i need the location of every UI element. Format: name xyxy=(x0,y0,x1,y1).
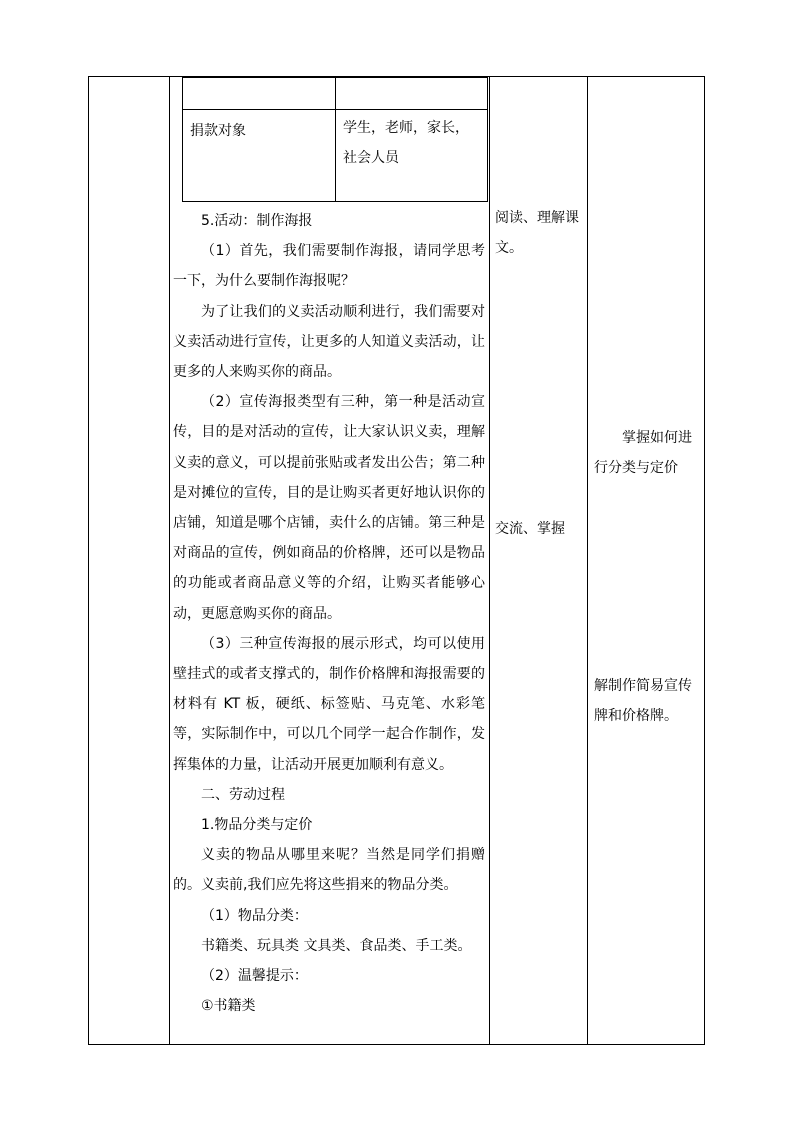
paragraph: （1）首先，我们需要制作海报，请同学思考一下，为什么要制作海报呢？ xyxy=(173,243,485,290)
paragraph: 义卖的物品从哪里来呢？当然是同学们捐赠的。义卖前,我们应先将这些捐来的物品分类。 xyxy=(173,847,485,894)
design-intent-line: 行分类与定价 xyxy=(594,460,678,476)
lesson-content xyxy=(173,206,485,1021)
paragraph: 为了让我们的义卖活动顺利进行，我们需要对义卖活动进行宣传，让更多的人知道义卖活动，让更多的人来购买你的商品。 xyxy=(173,303,485,381)
subsection-heading: 1.物品分类与定价 xyxy=(201,817,313,834)
design-intent-line: 掌握如何进 xyxy=(622,430,692,446)
section-heading: 二、劳动过程 xyxy=(201,786,285,803)
list-item: 书籍类、玩具类 文具类、食品类、手工类。 xyxy=(201,937,472,954)
donation-table xyxy=(182,76,488,202)
donation-target-value: 学生，老师，家长，社会人员 xyxy=(343,120,469,166)
paragraph: （2）宣传海报类型有三种，第一种是活动宣传，目的是对活动的宣传，让大家认识义卖，理解义卖的意义，可以提前张贴或者发出公告；第二种是对摊位的宣传，目的是让购买者更好地认识你的店铺，知道是哪个店铺，卖什么的店铺。第三种是对商品的宣传，例如商品的价格牌，还可以是物品的功能或者商品意义等的介绍，让购买者能够心动，更愿意购买你的商品。 xyxy=(173,394,485,622)
column-divider xyxy=(169,77,170,1044)
activity-heading: 5.活动：制作海报 xyxy=(201,213,313,229)
column-divider xyxy=(587,77,588,1044)
column-divider xyxy=(489,77,490,1044)
student-activity-text: 阅读、理解课文。 xyxy=(495,210,579,256)
list-item: ①书籍类 xyxy=(201,998,256,1015)
design-intent-text: 解制作简易宣传牌和价格牌。 xyxy=(594,678,692,724)
donation-target-label: 捐款对象 xyxy=(190,123,246,139)
list-heading: （2）温馨提示： xyxy=(201,968,308,985)
student-activity-text: 交流、掌握 xyxy=(495,521,565,537)
list-heading: （1）物品分类： xyxy=(201,907,308,924)
column-divider xyxy=(335,78,336,201)
design-intent-text xyxy=(594,423,702,483)
paragraph: （3）三种宣传海报的展示形式，均可以使用壁挂式的或者支撑式的，制作价格牌和海报需要的材料有 KT 板，硬纸、标签贴、马克笔、水彩笔等，实际制作中，可以几个同学一起合作制作，发挥集体的力量，让活动开展更加顺利有意义。 xyxy=(173,635,485,773)
